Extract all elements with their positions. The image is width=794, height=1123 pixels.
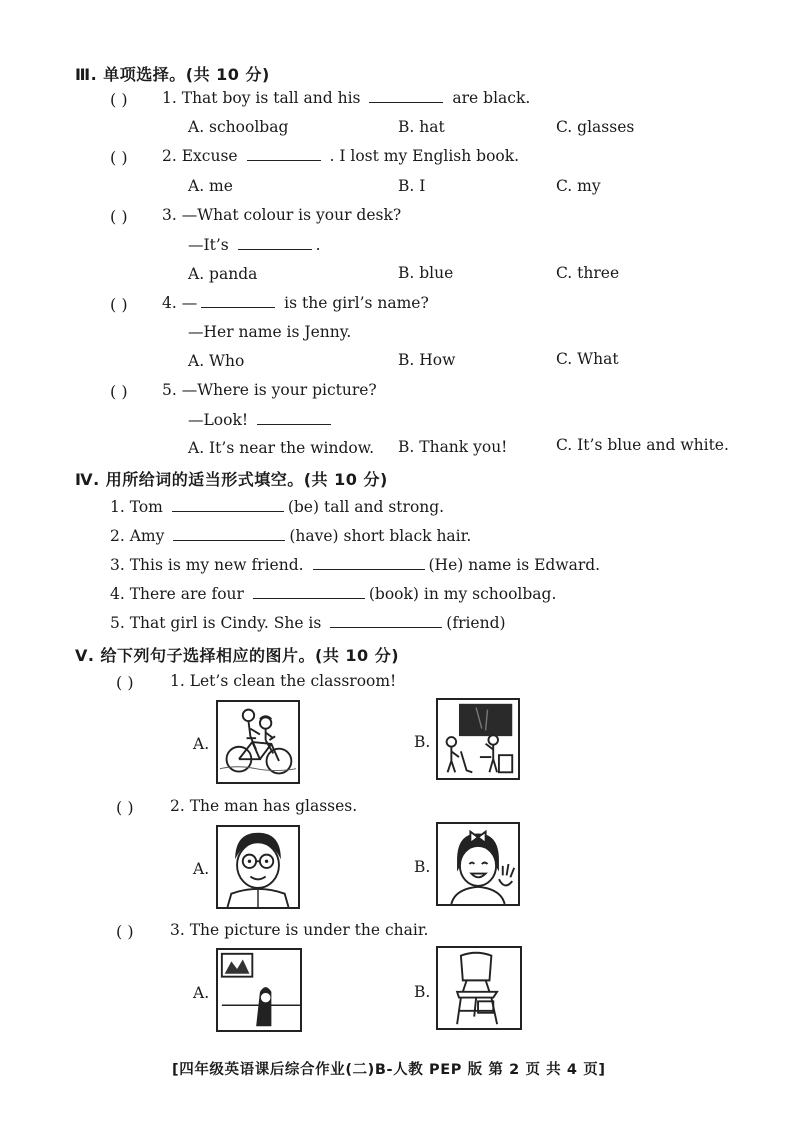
question-q4 [162,294,429,312]
answer-paren-v3[interactable]: ( ) [116,922,134,941]
fill-blank[interactable] [173,539,285,541]
question-text: That boy is tall and his [181,89,361,107]
question-number: 3. [162,206,177,224]
question-text: —What colour is your desk? [181,206,402,224]
question-number: 1. [162,89,177,107]
fill-blank[interactable] [253,597,365,599]
item-text: name is Edward. [468,556,601,574]
fill-item-1 [110,498,444,516]
option-c: C. my [556,177,601,195]
item-text: short black hair. [343,527,472,545]
option-b: B. hat [398,118,445,136]
classroom-cleaning-picture[interactable] [436,698,520,780]
wall-picture-illustration [218,950,300,1030]
question-text: —Where is your picture? [181,381,377,399]
option-b: B. blue [398,264,454,282]
answer-paren-q5[interactable]: ( ) [110,382,128,401]
question-q3-line2 [188,236,321,254]
fill-blank[interactable] [201,306,275,308]
option-a-label: A. [193,735,210,753]
section-5-title: Ⅴ. 给下列句子选择相应的图片。(共 10 分) [75,646,400,665]
bicycle-kids-illustration [218,702,298,782]
question-v3: 3. The picture is under the chair. [170,921,429,939]
fill-blank[interactable] [247,159,321,161]
item-text: tall and strong. [323,498,445,516]
page-footer: [四年级英语课后综合作业(二)B-人教 PEP 版 第 2 页 共 4 页] [172,1062,606,1078]
picture-on-wall-picture[interactable] [216,948,302,1032]
option-c: C. It’s blue and white. [556,436,729,454]
option-b: B. Thank you! [398,438,508,456]
item-text: 2. Amy [110,527,165,545]
fill-item-4 [110,585,556,603]
option-a: A. It’s near the window. [188,439,375,457]
item-text: 4. There are four [110,585,244,603]
question-text: —Look! [188,411,249,429]
question-q5 [162,381,377,399]
kids-cleaning-illustration [438,700,518,778]
word-hint: (book) [368,585,419,603]
answer-paren-q1[interactable]: ( ) [110,90,128,109]
man-glasses-illustration [218,827,298,907]
option-b-label: B. [414,983,431,1001]
fill-blank[interactable] [257,423,331,425]
option-c: C. glasses [556,118,635,136]
question-text: is the girl’s name? [284,294,429,312]
option-a: A. me [188,177,233,195]
word-hint: (He) [428,556,464,574]
option-a-label: A. [193,984,210,1002]
question-text: . [315,236,321,254]
fill-blank[interactable] [369,101,443,103]
option-a: A. schoolbag [188,118,289,136]
question-q4-line2: —Her name is Jenny. [188,323,352,341]
option-a: A. Who [188,352,245,370]
option-c: C. three [556,264,620,282]
question-q2 [162,147,519,165]
option-b: B. I [398,177,426,195]
question-q1 [162,89,530,107]
option-a-label: A. [193,860,210,878]
question-v2: 2. The man has glasses. [170,797,358,815]
fill-blank[interactable] [238,248,312,250]
option-b: B. How [398,351,456,369]
chair-illustration [438,948,520,1028]
question-text: —It’s [188,236,229,254]
item-text: in my schoolbag. [423,585,557,603]
word-hint: (friend) [446,614,506,632]
word-hint: (be) [287,498,320,516]
item-text: 3. This is my new friend. [110,556,304,574]
question-number: 2. [162,147,177,165]
item-text: 1. Tom [110,498,163,516]
fill-blank[interactable] [313,568,425,570]
girl-with-bow-picture[interactable] [436,822,520,906]
fill-item-2 [110,527,471,545]
section-3-title: Ⅲ. 单项选择。(共 10 分) [75,65,270,84]
fill-item-3 [110,556,600,574]
option-b-label: B. [414,858,431,876]
question-text: . I lost my English book. [329,147,520,165]
man-with-glasses-picture[interactable] [216,825,300,909]
girl-bow-illustration [438,824,518,904]
option-b-label: B. [414,733,431,751]
question-v1: 1. Let’s clean the classroom! [170,672,397,690]
answer-paren-q4[interactable]: ( ) [110,295,128,314]
fill-blank[interactable] [330,626,442,628]
answer-paren-q2[interactable]: ( ) [110,148,128,167]
question-q5-line2 [188,411,335,429]
section-4-title: Ⅳ. 用所给词的适当形式填空。(共 10 分) [75,470,388,489]
question-q3 [162,206,401,224]
question-number: 4. [162,294,177,312]
option-a: A. panda [188,265,258,283]
word-hint: (have) [289,527,339,545]
answer-paren-q3[interactable]: ( ) [110,207,128,226]
fill-item-5 [110,614,506,632]
item-text: 5. That girl is Cindy. She is [110,614,322,632]
question-text: — [181,294,198,312]
question-text: are black. [452,89,531,107]
question-number: 5. [162,381,177,399]
answer-paren-v2[interactable]: ( ) [116,798,134,817]
option-c: C. What [556,350,619,368]
question-text: Excuse [181,147,238,165]
chair-picture[interactable] [436,946,522,1030]
answer-paren-v1[interactable]: ( ) [116,673,134,692]
bicycle-riders-picture[interactable] [216,700,300,784]
fill-blank[interactable] [172,510,284,512]
